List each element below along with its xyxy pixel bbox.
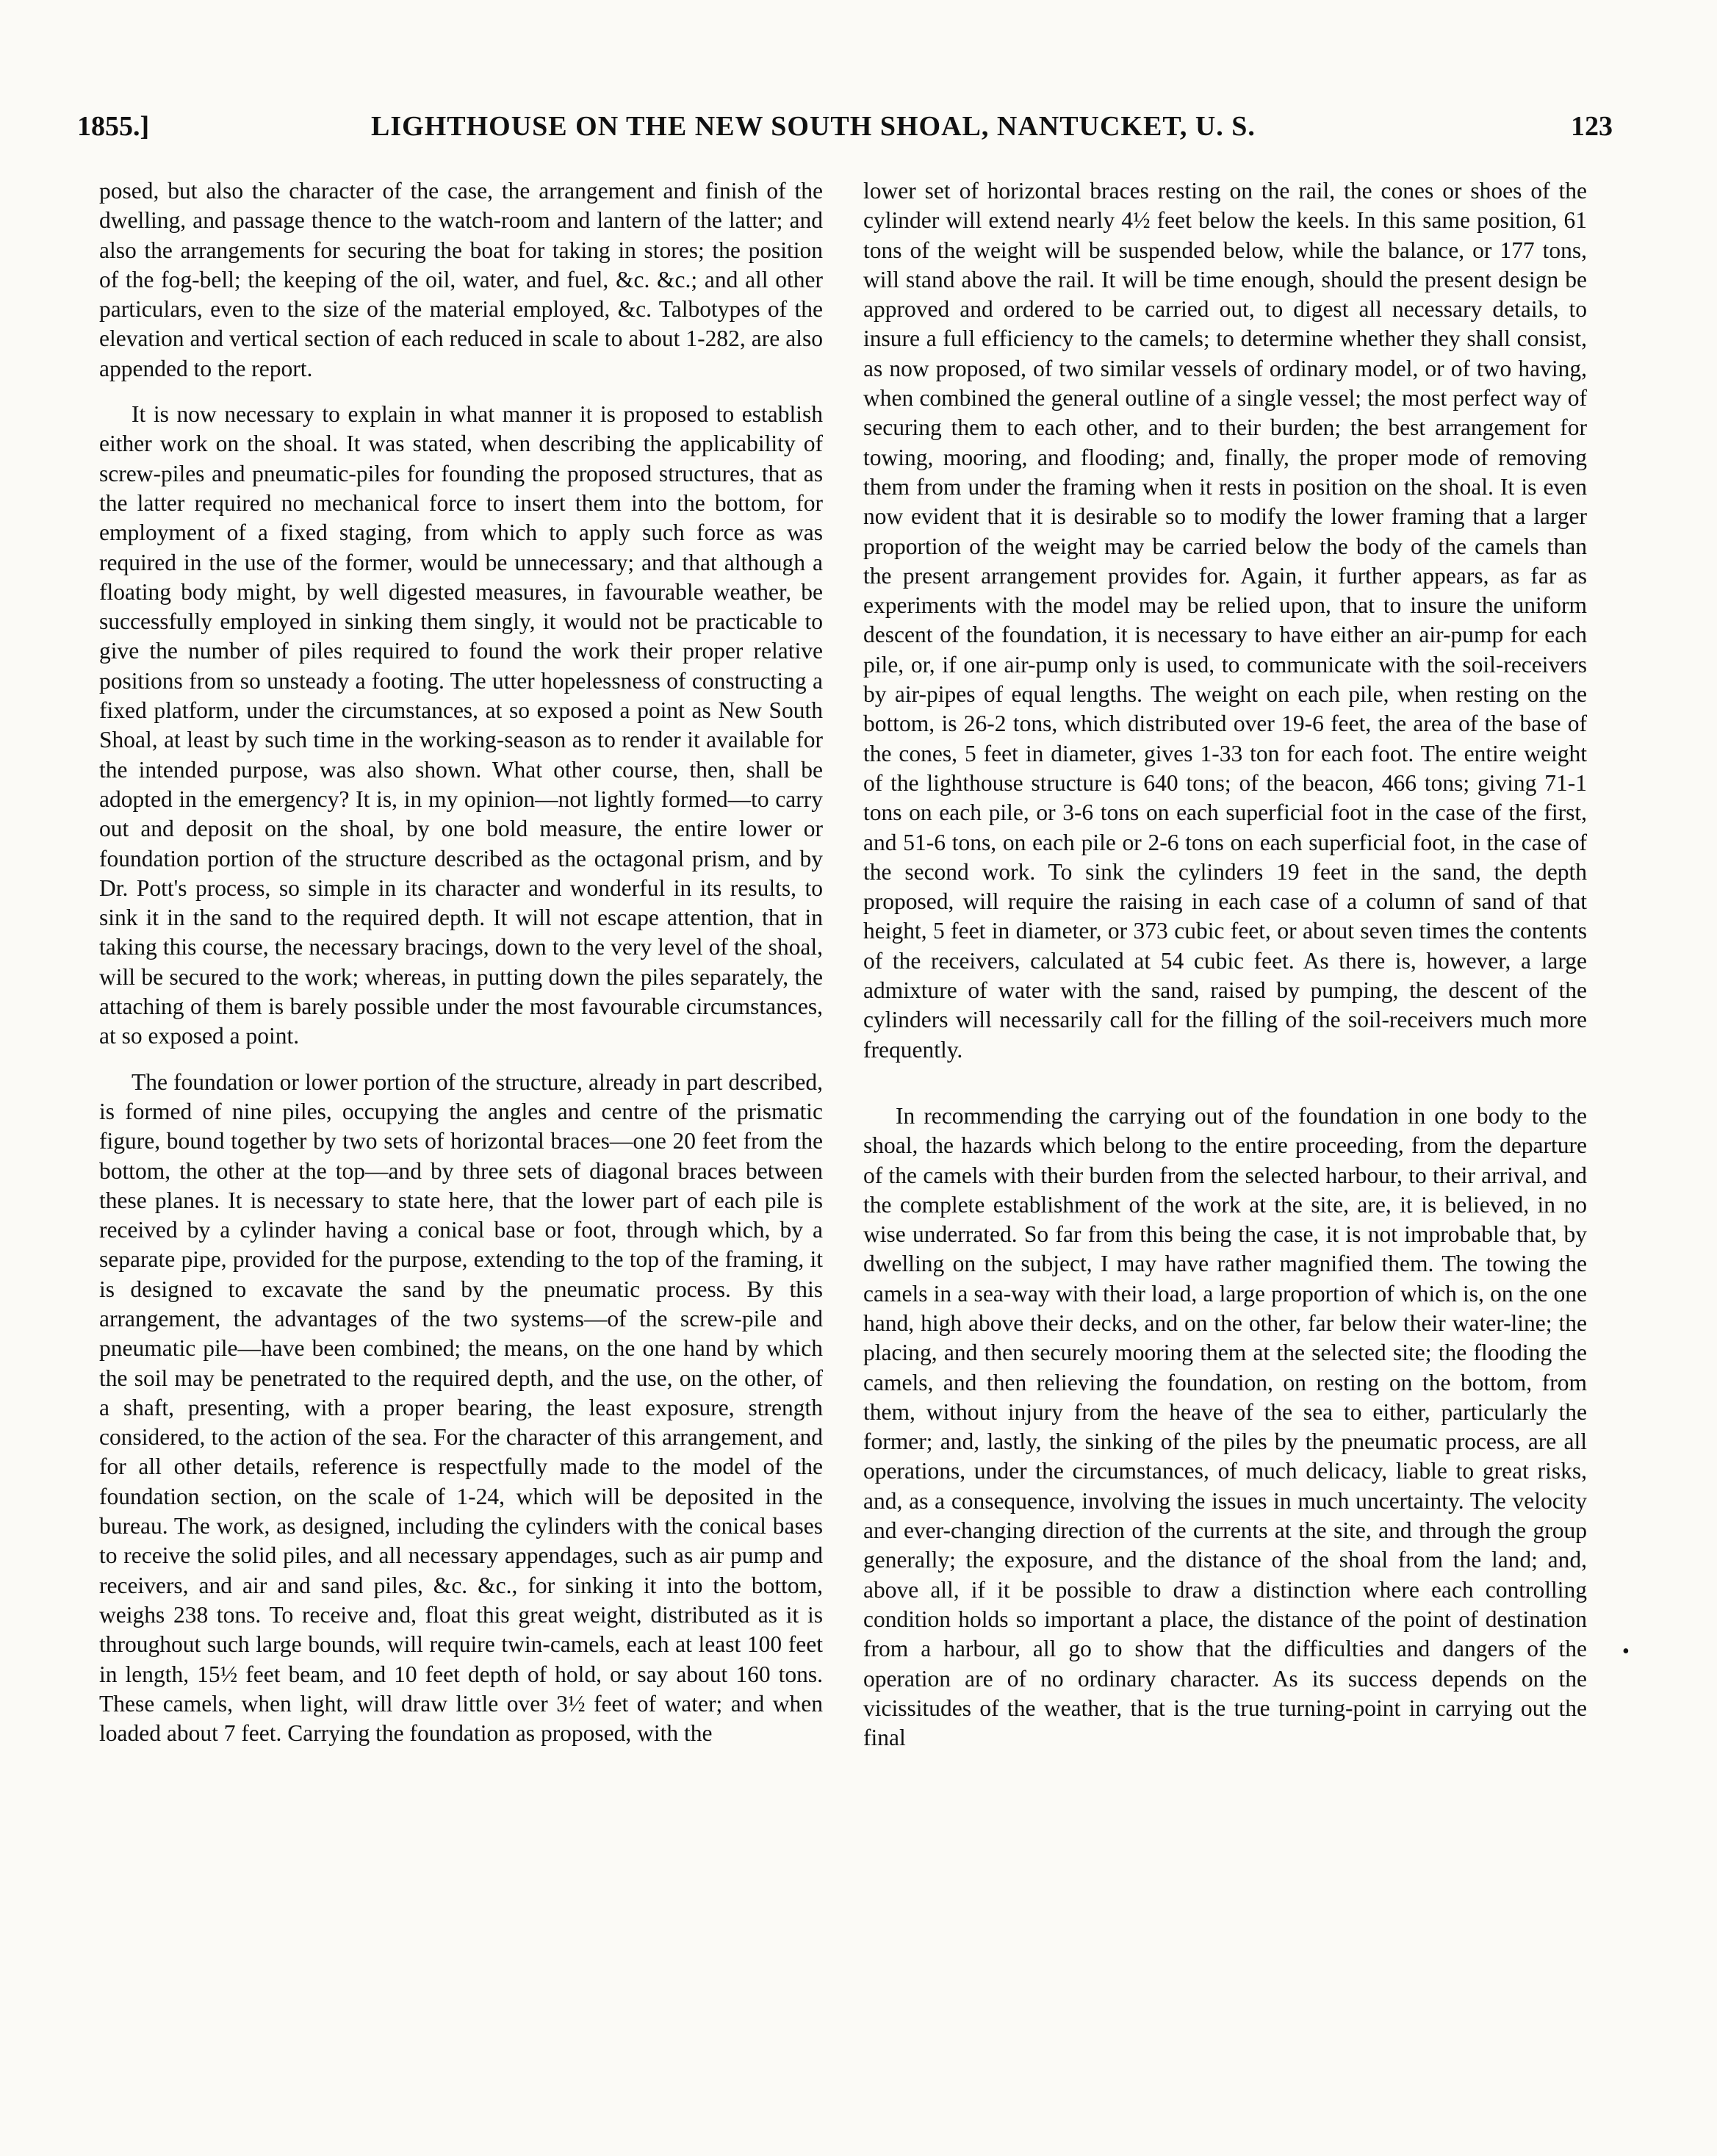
margin-mark: •	[1622, 1640, 1630, 1663]
paragraph: It is now necessary to explain in what manner it is proposed to establish either work on the shoal. It was stated, when describing the applicability of screw-piles and pneumatic-piles for founding the proposed structures, that as the latter required no mechanical force to insert them into the bottom, for employment of a fixed staging, from which to apply such force as was required in the use of the former, would be unnecessary; and that although a floating body might, by well digested measures, in favourable weather, be successfully employed in sinking them singly, it would not be practicable to give the number of piles required to found the work their proper relative positions from so unsteady a footing. The utter hopelessness of constructing a fixed platform, under the circumstances, at so exposed a point as New South Shoal, at least by such time in the working-season as to render it available for the intended purpose, was also shown. What other course, then, shall be adopted in the emergency? It is, in my opinion—not lightly formed—to carry out and deposit on the shoal, by one bold measure, the entire lower or foundation portion of the structure described as the octagonal prism, and by Dr. Pott's process, so simple in its character and wonderful in its results, to sink it in the sand to the required depth. It will not escape attention, that in taking this course, the necessary bracings, down to the very level of the shoal, will be secured to the work; whereas, in putting down the piles separately, the attaching of them is barely possible under the most favourable circumstances, at so exposed a point.	[99, 401, 823, 1049]
left-column	[99, 176, 823, 1748]
header-year: 1855.]	[77, 111, 150, 142]
running-title: LIGHTHOUSE ON THE NEW SOUTH SHOAL, NANTUCKET, U. S.	[371, 111, 1256, 142]
paragraph: lower set of horizontal braces resting on the rail, the cones or shoes of the cylinder will extend nearly 4½ feet below the keels. In this same position, 61 tons of the weight will be suspended below, while the balance, or 177 tons, will stand above the rail. It will be time enough, should the present design be approved and ordered to be carried out, to digest all necessary details, to insure a full efficiency to the camels; to determine whether they shall consist, as now proposed, of two similar vessels of ordinary model, or of two having, when combined the general outline of a single vessel; the most perfect way of securing them to each other, and to their burden; the best arrangement for towing, mooring, and flooding; and, finally, the proper mode of removing them from under the framing when it rests in position on the shoal. It is even now evident that it is desirable so to modify the lower framing that a larger proportion of the weight may be carried below the body of the camels than the present arrangement provides for. Again, it further appears, as far as experiments with the model may be relied upon, that to insure the uniform descent of the foundation, it is necessary to have either an air-pump for each pile, or, if one air-pump only is used, to communicate with the soil-receivers by air-pipes of equal lengths. The weight on each pile, when resting on the bottom, is 26-2 tons, which distributed over 19-6 feet, the area of the base of the cones, 5 feet in diameter, gives 1-33 ton for each foot. The entire weight of the lighthouse structure is 640 tons; of the beacon, 466 tons; giving 71-1 tons on each pile, or 3-6 tons on each superficial foot in the case of the first, and 51-6 tons, on each pile or 2-6 tons on each superficial foot, in the case of the second work. To sink the cylinders 19 feet in the sand, the depth proposed, will require the raising in each case of a column of sand of that height, 5 feet in diameter, or 373 cubic feet, or about seven times the contents of the receivers, calculated at 54 cubic feet. As there is, however, a large admixture of water with the sand, raised by pumping, the descent of the cylinders will necessarily call for the filling of the soil-receivers much more frequently.	[863, 178, 1587, 1063]
right-column	[863, 176, 1587, 1753]
page-number: 123	[1571, 111, 1613, 142]
paragraph: The foundation or lower portion of the structure, already in part described, is formed of nine piles, occupying the angles and centre of the prismatic figure, bound together by two sets of horizontal braces—one 20 feet from the bottom, the other at the top—and by three sets of diagonal braces between these planes. It is necessary to state here, that the lower part of each pile is received by a cylinder having a conical base or foot, through which, by a separate pipe, provided for the purpose, extending to the top of the framing, it is designed to excavate the sand by the pneumatic process. By this arrangement, the advantages of the two systems—of the screw-pile and pneumatic pile—have been combined; the means, on the one hand by which the soil may be penetrated to the required depth, and the use, on the other, of a shaft, presenting, with a proper bearing, the least exposure, strength considered, to the action of the sea. For the character of this arrangement, and for all other details, reference is respectfully made to the model of the foundation section, on the scale of 1-24, which will be deposited in the bureau. The work, as designed, including the cylinders with the conical bases to receive the solid piles, and all necessary appendages, such as air pump and receivers, and air and sand piles, &c. &c., for sinking it into the bottom, weighs 238 tons. To receive and, float this great weight, distributed as it is throughout such large bounds, will require twin-camels, each at least 100 feet in length, 15½ feet beam, and 10 feet depth of hold, or say about 160 tons. These camels, when light, will draw little over 3½ feet of water; and when loaded about 7 feet. Carrying the foundation as proposed, with the	[99, 1068, 823, 1747]
paragraph: posed, but also the character of the case, the arrangement and finish of the dwelling, and passage thence to the watch-room and lantern of the latter; and also the arrangements for securing the boat for taking in stores; the position of the fog-bell; the keeping of the oil, water, and fuel, &c. &c.; and all other particulars, even to the size of the material employed, &c. Talbotypes of the elevation and vertical section of each reduced in scale to about 1-282, are also appended to the report.	[99, 178, 823, 381]
paragraph: In recommending the carrying out of the foundation in one body to the shoal, the hazards which belong to the entire proceeding, from the departure of the camels with their burden from the selected harbour, to their arrival, and the complete establishment of the work at the site, are, it is believed, in no wise underrated. So far from this being the case, it is not improbable that, by dwelling on the subject, I may have rather magnified them. The towing the camels in a sea-way with their load, a large proportion of which is, on the one hand, high above their decks, and on the other, far below their water-line; the placing, and then securely mooring them at the selected site; the flooding the camels, and then relieving the foundation, on resting on the bottom, from them, without injury from the heave of the sea to either, particularly the former; and, lastly, the sinking of the piles by the pneumatic process, are all operations, under the circumstances, of much delicacy, liable to great risks, and, as a consequence, involving the issues in much uncertainty. The velocity and ever-changing direction of the currents at the site, and through the group generally; the exposure, and the distance of the shoal from the land; and, above all, if it be possible to draw a distinction where each controlling condition holds so important a place, the distance of the point of destination from a harbour, all go to show that the difficulties and dangers of the operation are of no ordinary character. As its success depends on the vicissitudes of the weather, that is the true turning-point in carrying out the final	[863, 1102, 1587, 1751]
page-header	[77, 110, 1613, 154]
